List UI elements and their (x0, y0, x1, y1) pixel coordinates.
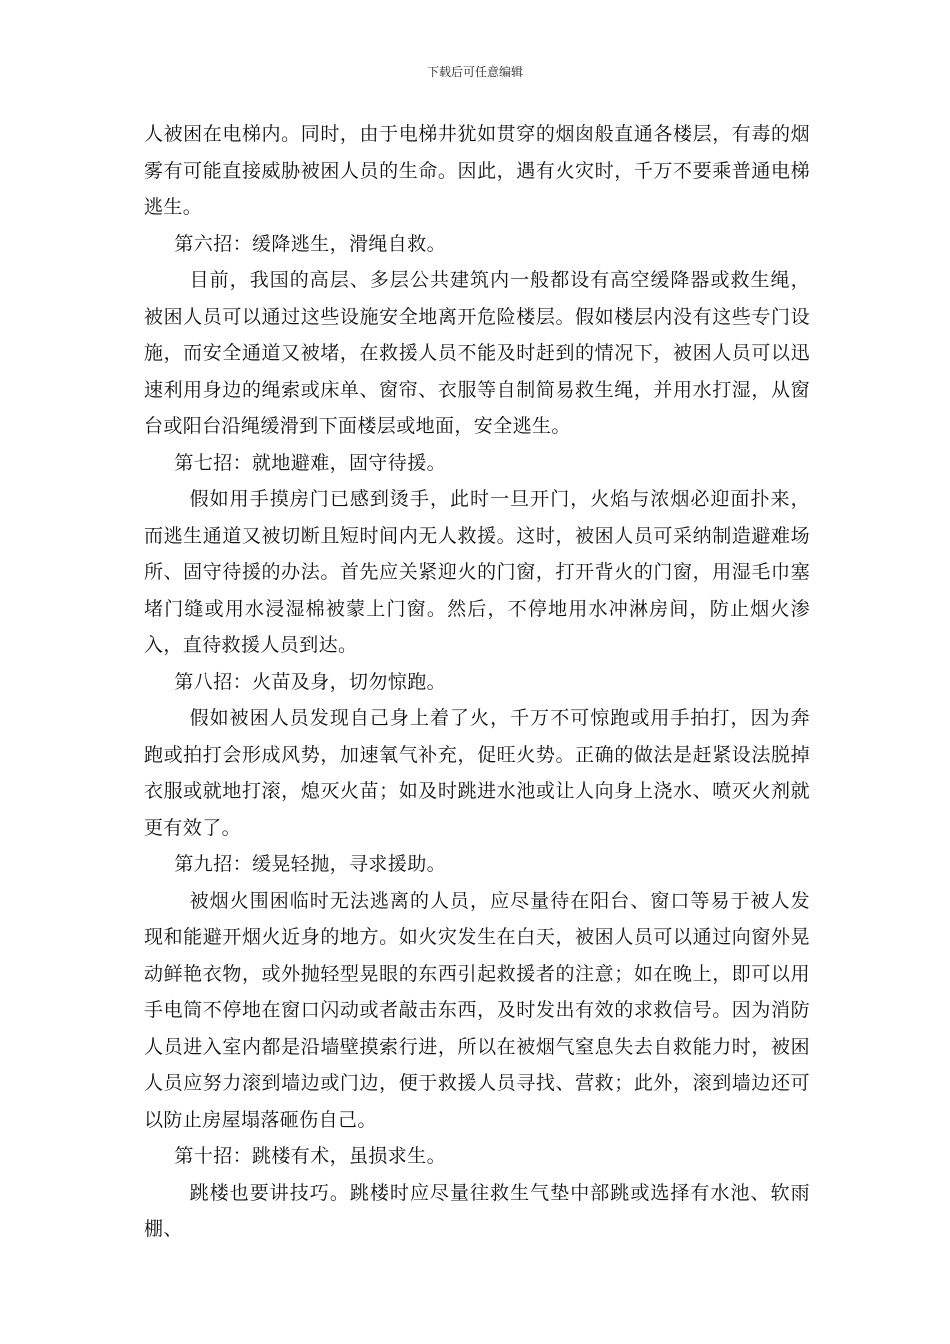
section-heading-9: 第九招：缓晃轻抛，寻求援助。 (174, 853, 446, 875)
document-body (144, 116, 810, 1248)
section-heading-6: 第六招：缓降逃生，滑绳自救。 (174, 232, 446, 255)
paragraph-continuation: 人被困在电梯内。同时，由于电梯井犹如贯穿的烟囱般直通各楼层，有毒的烟雾有可能直接威胁被困人员的生命。因此，遇有火灾时，千万不要乘普通电梯逃生。 (144, 123, 810, 218)
paragraph-7: 假如用手摸房门已感到烫手，此时一旦开门，火焰与浓烟必迎面扑来，而逃生通道又被切断且短时间内无人救援。这时，被困人员可采纳制造避难场所、固守待援的办法。首先应关紧迎火的门窗，打开背火的门窗，用湿毛巾塞堵门缝或用水浸湿棉被蒙上门窗。然后，不停地用水冲淋房间，防止烟火渗入，直待救援人员到达。 (144, 488, 810, 656)
page-header: 下载后可任意编辑 (426, 65, 523, 79)
paragraph-6: 目前，我国的高层、多层公共建筑内一般都设有高空缓降器或救生绳，被困人员可以通过这些设施安全地离开危险楼层。假如楼层内没有这些专门设施，而安全通道又被堵，在救援人员不能及时赶到的情况下，被困人员可以迅速利用身边的绳索或床单、窗帘、衣服等自制简易救生绳，并用水打湿，从窗台或阳台沿绳缓滑到下面楼层或地面，安全逃生。 (144, 269, 810, 437)
section-heading-7: 第七招：就地避难，固守待援。 (174, 451, 446, 474)
section-heading-10: 第十招：跳楼有术，虽损求生。 (174, 1145, 446, 1167)
paragraph-9: 被烟火围困临时无法逃离的人员，应尽量待在阳台、窗口等易于被人发现和能避开烟火近身的地方。如火灾发生在白天，被困人员可以通过向窗外晃动鲜艳衣物，或外抛轻型晃眼的东西引起救援者的注意；如在晚上，即可以用手电筒不停地在窗口闪动或者敲击东西，及时发出有效的求救信号。因为消防人员进入室内都是沿墙壁摸索行进，所以在被烟气窒息失去自救能力时，被困人员应努力滚到墙边或门边，便于救援人员寻找、营救；此外，滚到墙边还可以防止房屋塌落砸伤自己。 (144, 889, 810, 1131)
paragraph-10: 跳楼也要讲技巧。跳楼时应尽量往救生气垫中部跳或选择有水池、软雨棚、 (144, 1181, 810, 1240)
section-heading-8: 第八招：火苗及身，切勿惊跑。 (174, 670, 446, 693)
paragraph-8: 假如被困人员发现自己身上着了火，千万不可惊跑或用手拍打，因为奔跑或拍打会形成风势，加速氧气补充，促旺火势。正确的做法是赶紧设法脱掉衣服或就地打滚，熄灭火苗；如及时跳进水池或让人向身上浇水、喷灭火剂就更有效了。 (144, 707, 810, 839)
